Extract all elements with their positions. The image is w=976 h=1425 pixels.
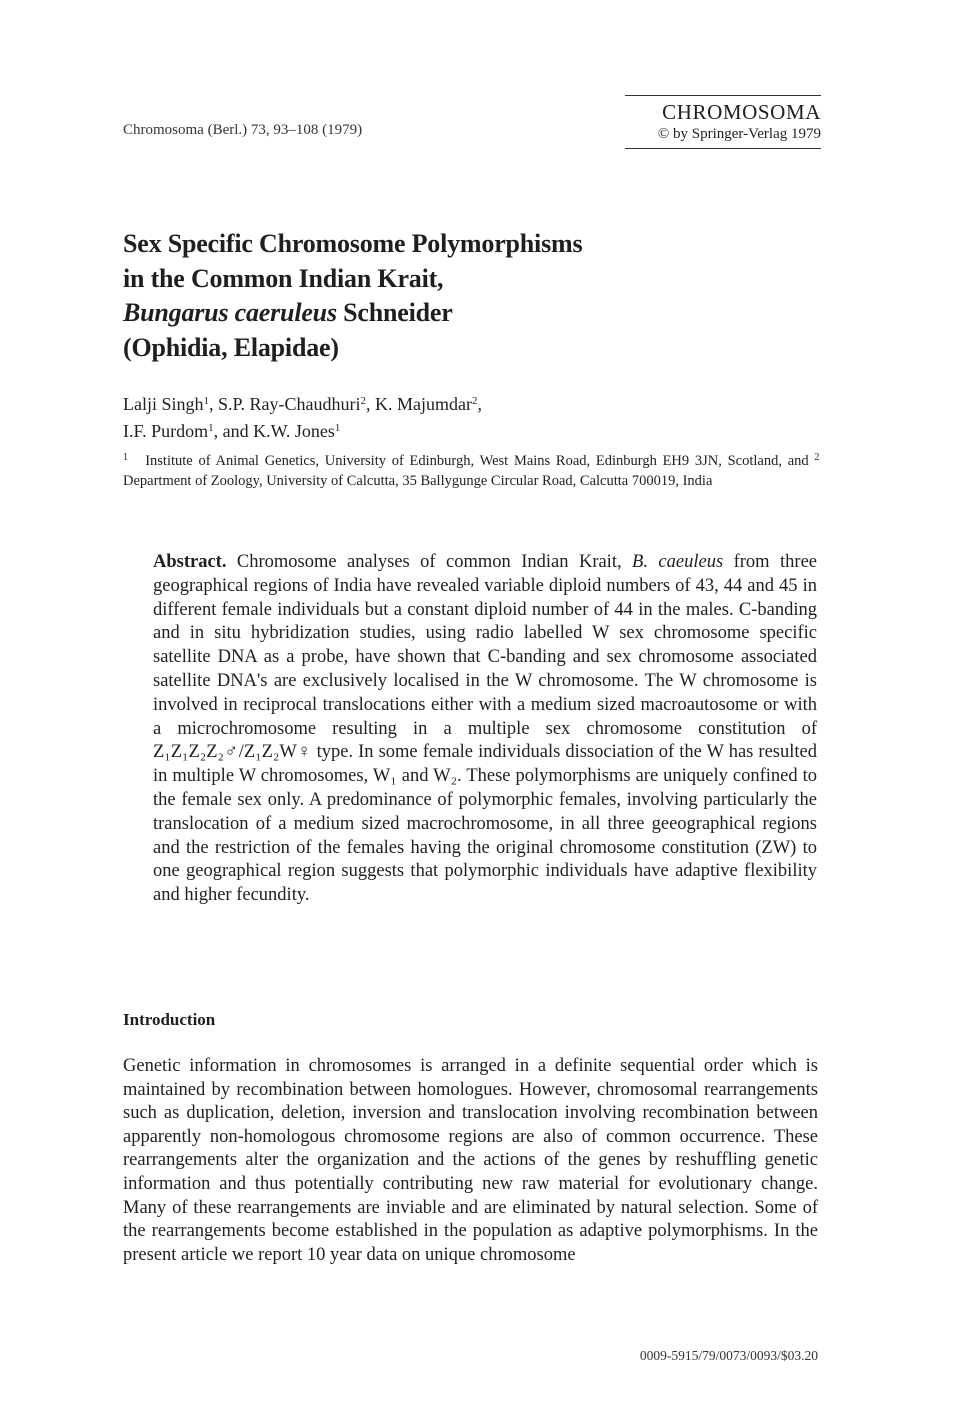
w2-label: W₂ xyxy=(433,766,458,787)
title-line-2: in the Common Indian Krait, xyxy=(123,263,444,293)
copyright-line: © by Springer-Verlag 1979 xyxy=(657,126,821,142)
author-purdom: I.F. Purdom xyxy=(123,420,209,441)
affil-mark: 2 xyxy=(814,452,820,463)
abstract-text: from three geographical regions of India have revealed variable diploid numbers of 43, 44 and 45 in different female individuals but a constant diploid number of 44 in the males. C-banding and in situ hybridization studies, using radio labelled W sex chromosome specific satellite DNA as a probe, have shown that C-banding and sex chromosome associated satellite DNA's are exclusively localised in the W chromosome. The W chromosome is involved in reciprocal translocations either with a medium sized macroautosome or with a microchromosome resulting in a multiple sex chromosome constitution of xyxy=(153,552,817,739)
author-singh: Lalji Singh xyxy=(123,394,204,414)
introduction-paragraph: Genetic information in chromosomes is arranged in a definite sequential order which is maintained by recombination between homologues. However, chromosomal rearrangements such as duplication, deletion, inversion and translocation involving recombination between apparently non-homologous chromosome regions are also of common occurrence. These rearrangements alter the organization and the actions of the genes by reshuffling genetic information and thus potentially contributing new raw material for evolutionary change. Many of these rearrangements are inviable and are eliminated by natural selection. Some of the rearrangements become established in the population as adaptive polymorphisms. In the present article we report 10 year data on unique chromosome xyxy=(123,1056,818,1265)
affiliation-calcutta: Department of Zoology, University of Calcutta, 35 Ballygunge Circular Road, Calcutta 700019, India xyxy=(123,473,713,489)
author-list xyxy=(123,390,823,443)
abstract-label: Abstract. xyxy=(153,552,227,572)
species-name: Bungarus caeruleus xyxy=(123,298,337,327)
title-line-3 xyxy=(123,296,823,331)
title-line-4: (Ophidia, Elapidae) xyxy=(123,332,339,362)
top-rule xyxy=(625,95,821,96)
formula-separator: / xyxy=(238,742,244,763)
running-citation: Chromosoma (Berl.) 73, 93–108 (1979) xyxy=(123,122,363,138)
author-ray-chaudhuri: , S.P. Ray-Chaudhuri xyxy=(209,394,361,414)
formula-female: Z₁Z₂W♀ xyxy=(243,742,312,763)
affil-mark: 1 xyxy=(208,421,214,434)
author-majumdar: , K. Majumdar xyxy=(366,394,472,414)
author-line-1 xyxy=(123,390,823,417)
affil-mark: 2 xyxy=(360,395,367,407)
w1-label: W₁ xyxy=(372,766,397,787)
abstract xyxy=(153,551,817,908)
bottom-rule xyxy=(625,148,821,149)
affil-mark: 1 xyxy=(123,452,128,463)
affiliations xyxy=(123,448,823,491)
affil-mark: 1 xyxy=(334,421,341,434)
formula-male: Z₁Z₁Z₂Z₂♂ xyxy=(153,742,239,763)
abstract-text: . These polymorphisms are uniquely confined to the female sex only. A predominance of polymorphic females, involving particularly the translocation of a medium sized macrochromosome, in all three geeographical regions and the restriction of the females having the original chromosome constitution (ZW) to one geographical region suggests that polymorphic individuals have adaptive flexibility and higher fecundity. xyxy=(153,766,817,906)
author-line-2 xyxy=(123,417,823,444)
article-code: 0009-5915/79/0073/0093/$03.20 xyxy=(639,1348,818,1363)
affil-mark: 2 xyxy=(472,395,478,407)
author-jones: , and K.W. Jones xyxy=(213,420,335,441)
section-heading-introduction: Introduction xyxy=(123,1010,216,1029)
title-author-name: Schneider xyxy=(336,298,453,327)
journal-masthead xyxy=(625,95,821,149)
affiliation-edinburgh: Institute of Animal Genetics, University of Edinburgh, West Mains Road, Edinburgh EH9 3JN, Scotland, and xyxy=(145,453,809,469)
affil-mark: 1 xyxy=(203,395,209,407)
abstract-text: Chromosome analyses of common Indian Krait, xyxy=(226,552,633,572)
abstract-text: type. In some female individuals dissociation of the W has resulted in multiple W chromosomes, xyxy=(153,742,817,787)
title-line-1: Sex Specific Chromosome Polymorphisms xyxy=(123,229,583,258)
author-separator: , xyxy=(477,394,482,414)
paper-title xyxy=(123,227,823,365)
journal-name: CHROMOSOMA xyxy=(662,100,821,124)
species-abbrev: B. caeuleus xyxy=(632,552,724,572)
abstract-text: and xyxy=(396,766,434,787)
